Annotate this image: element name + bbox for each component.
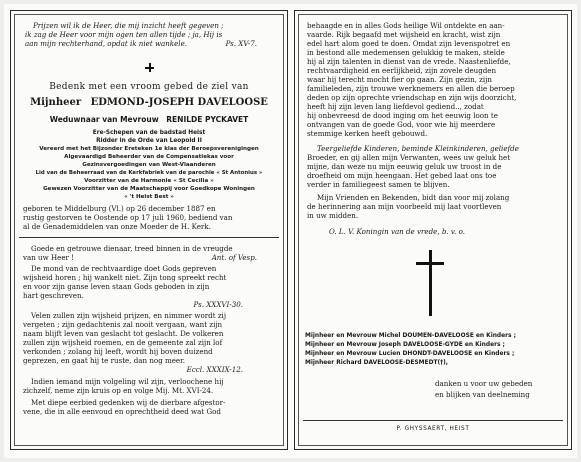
deceased-name-line	[11, 97, 287, 109]
intro-line-1: Prijzen wil ik de Heer, die mij inzicht heeft gegeven ;	[33, 21, 224, 30]
continuation-line-4: in bestond alle medemensen gelukkig te maken, stelde	[307, 48, 505, 57]
friends-line-2: de herinnering aan mijn voorbeeld mij laat voortleven	[307, 202, 502, 211]
bereaved-line-3: Mijnheer en Mevrouw Lucien DHONDT-DAVELOOSE en Kinders ;	[305, 351, 515, 357]
intro-reference: Ps. XV-7.	[225, 39, 257, 48]
intro-line-3: aan mijn rechterhand, opdat ik niet wankele.	[25, 39, 188, 48]
widower-prefix: Weduwnaar van Mevrouw	[49, 115, 159, 124]
continuation-line-12: ontvangen van de goede God, voor wie hij meerdere	[307, 120, 496, 129]
continuation-line-8: familieleden, zijn trouwe werknemers en allen die beroep	[307, 84, 515, 93]
continuation-line-11: hij onbevreesd de dood inging om het eeuwig loon te	[307, 111, 498, 120]
cross-icon	[416, 250, 444, 316]
title-9: « 't Heist Best »	[124, 194, 174, 200]
birth-death-line-2: rustig gestorven te Oostende op 17 juli 1960, bediend van	[23, 213, 233, 222]
verse1-reference: Ant. of Vesp.	[211, 253, 257, 262]
invocation: O. L. V. Koningin van de vrede, b. v. o.	[329, 227, 465, 236]
right-page	[294, 10, 572, 450]
continuation-line-13: stemmige kerken heeft gebouwd.	[307, 129, 428, 138]
verse2-line-4: hart geschreven.	[23, 291, 84, 300]
verse1-line-2: van uw Heer !	[23, 253, 75, 262]
section-divider	[19, 237, 279, 238]
family-line-3: mijne, dan weze nu mijn eeuwig geluk uw troost in de	[307, 162, 502, 171]
cross-ornament-small	[145, 63, 154, 72]
deceased-name: EDMOND-JOSEPH DAVELOOSE	[90, 97, 268, 108]
verse3-line-2: vergeten ; zijn gedachtenis zal nooit vergaan, want zijn	[23, 320, 223, 329]
continuation-line-2: vaarde. Rijk begaafd met wijsheid en kracht, wist zijn	[307, 30, 501, 39]
verse1-line-1: Goede en getrouwe dienaar, treed binnen in de vreugde	[31, 244, 233, 253]
title-2: Ridder in de Orde van Leopold II	[96, 138, 202, 144]
verse2-line-2: wijsheid horen ; hij wankelt niet. Zijn tong spreekt recht	[23, 273, 227, 282]
continuation-line-1: behaagde en in alles Gods heilige Wil ontdekte en aan-	[307, 21, 505, 30]
verse3-line-4: zullen zijn wijsheid roemen, en de gemeente zal zijn lof	[23, 338, 223, 347]
verse2-reference: Ps. XXXVI-30.	[193, 300, 243, 309]
widower-line	[11, 115, 287, 124]
family-line-1: Teergeliefde Kinderen, beminde Kleinkinderen, geliefde	[317, 144, 519, 153]
left-page	[10, 10, 288, 450]
verse2-line-1: De mond van de rechtvaardige doet Gods gepreven	[31, 264, 217, 273]
friends-line-1: Mijn Vrienden en Bekenden, bidt dan voor mij zolang	[317, 193, 510, 202]
birth-death-line-3: al de Genademiddelen van onze Moeder de H. Kerk.	[23, 222, 211, 231]
verse3-line-3: naam blijft leven van geslacht tot geslacht. De volkeren	[23, 329, 224, 338]
printer-name: P. GHYSSAERT, HEIST	[396, 426, 470, 432]
verse4-line-1: Indien iemand mijn volgeling wil zijn, verloochene hij	[31, 377, 224, 386]
title-3: Vereerd met het Bijzonder Ereteken 1e klas der Beroepsverenigingen	[39, 146, 259, 152]
verse5-line-2: vene, die in alle eenvoud en oprechtheid deed wat God	[23, 407, 221, 416]
bereaved-line-1: Mijnheer en Mevrouw Michel DOUMEN-DAVELOOSE en Kinders ;	[305, 333, 516, 339]
title-7: Voorzitter van de Harmonie « St Cecilia »	[84, 178, 214, 184]
continuation-line-9: deden op zijn oprechte vriendschap en zijn wijs doorzicht,	[307, 93, 517, 102]
title-4: Algevaardigd Beheerder van de Compensatiekas voor	[64, 154, 234, 160]
title-5: Gezinsvergoedingen van West-Vlaanderen	[82, 162, 216, 168]
thanks-line-1: danken u voor uw gebeden	[435, 379, 533, 388]
title-8: Gewezen Voorzitter van de Maatschappij voor Goedkope Woningen	[43, 186, 255, 192]
name-prefix: Mijnheer	[30, 97, 82, 108]
verse3-line-5: verkonden ; zolang hij leeft, wordt hij boven duizend	[23, 347, 213, 356]
widower-name: RENILDE PYCKAVET	[166, 115, 249, 124]
printer-divider	[303, 420, 563, 421]
birth-death-line-1: geboren te Middelburg (Vl.) op 26 december 1887 en	[23, 204, 216, 213]
family-line-2: Broeder, en gij allen mijn Verwanten, wees uw geluk het	[307, 153, 511, 162]
continuation-line-3: edel hart alom goed te doen. Omdat zijn levenspotret en	[307, 39, 511, 48]
continuation-line-7: waar hij terecht mocht fier op gaan. Zijn gezin, zijn	[307, 75, 492, 84]
title-1: Ere-Schepen van de badstad Heist	[92, 130, 206, 136]
verse3-line-6: geprezen, en gaat hij te ruste, dan nog meer.	[23, 356, 185, 365]
continuation-line-6: rechtvaardigheid en eerlijkheid, zijn zovele deugden	[307, 66, 497, 75]
family-line-4: droefheid om mijn heengaan. Het gebed laat ons toe	[307, 171, 497, 180]
intro-line-2: ik zag de Heer voor mijn ogen ten allen tijde ; ja, Hij is	[25, 30, 223, 39]
memorial-card	[4, 4, 577, 458]
continuation-line-10: heeft hij zijn leven lang liefdevol gediend.., zodat	[307, 102, 484, 111]
verse3-reference: Eccl. XXXIX-12.	[186, 365, 243, 374]
continuation-line-5: hij al zijn talenten in dienst van de vrede. Naastenliefde,	[307, 57, 511, 66]
bereaved-line-2: Mijnheer en Mevrouw Joseph DAVELOOSE-GYDE en Kinders ;	[305, 342, 505, 348]
title-6: Lid van de Beheerraad van de Kerkfabriek van de parochie « St Antonius »	[35, 170, 263, 176]
thanks-line-2: en blijken van deelneming	[435, 390, 530, 399]
friends-line-3: in uw midden.	[307, 211, 359, 220]
verse5-line-1: Met diepe eerbied gedenken wij de dierbare afgestor-	[31, 398, 226, 407]
verse3-line-1: Velen zullen zijn wijsheid prijzen, en nimmer wordt zij	[31, 311, 227, 320]
family-line-5: verder in familiegeest samen te blijven.	[307, 180, 450, 189]
prayer-request: Bedenk met een vroom gebed de ziel van	[49, 82, 249, 92]
verse2-line-3: en voor zijn ganse leven staan Gods geboden in zijn	[23, 282, 210, 291]
verse4-line-2: zichzelf, neme zijn kruis op en volge Mij. Mt. XVI-24.	[23, 386, 214, 395]
bereaved-line-4: Mijnheer Richard DAVELOOSE-DESMEDT(†),	[305, 360, 449, 366]
